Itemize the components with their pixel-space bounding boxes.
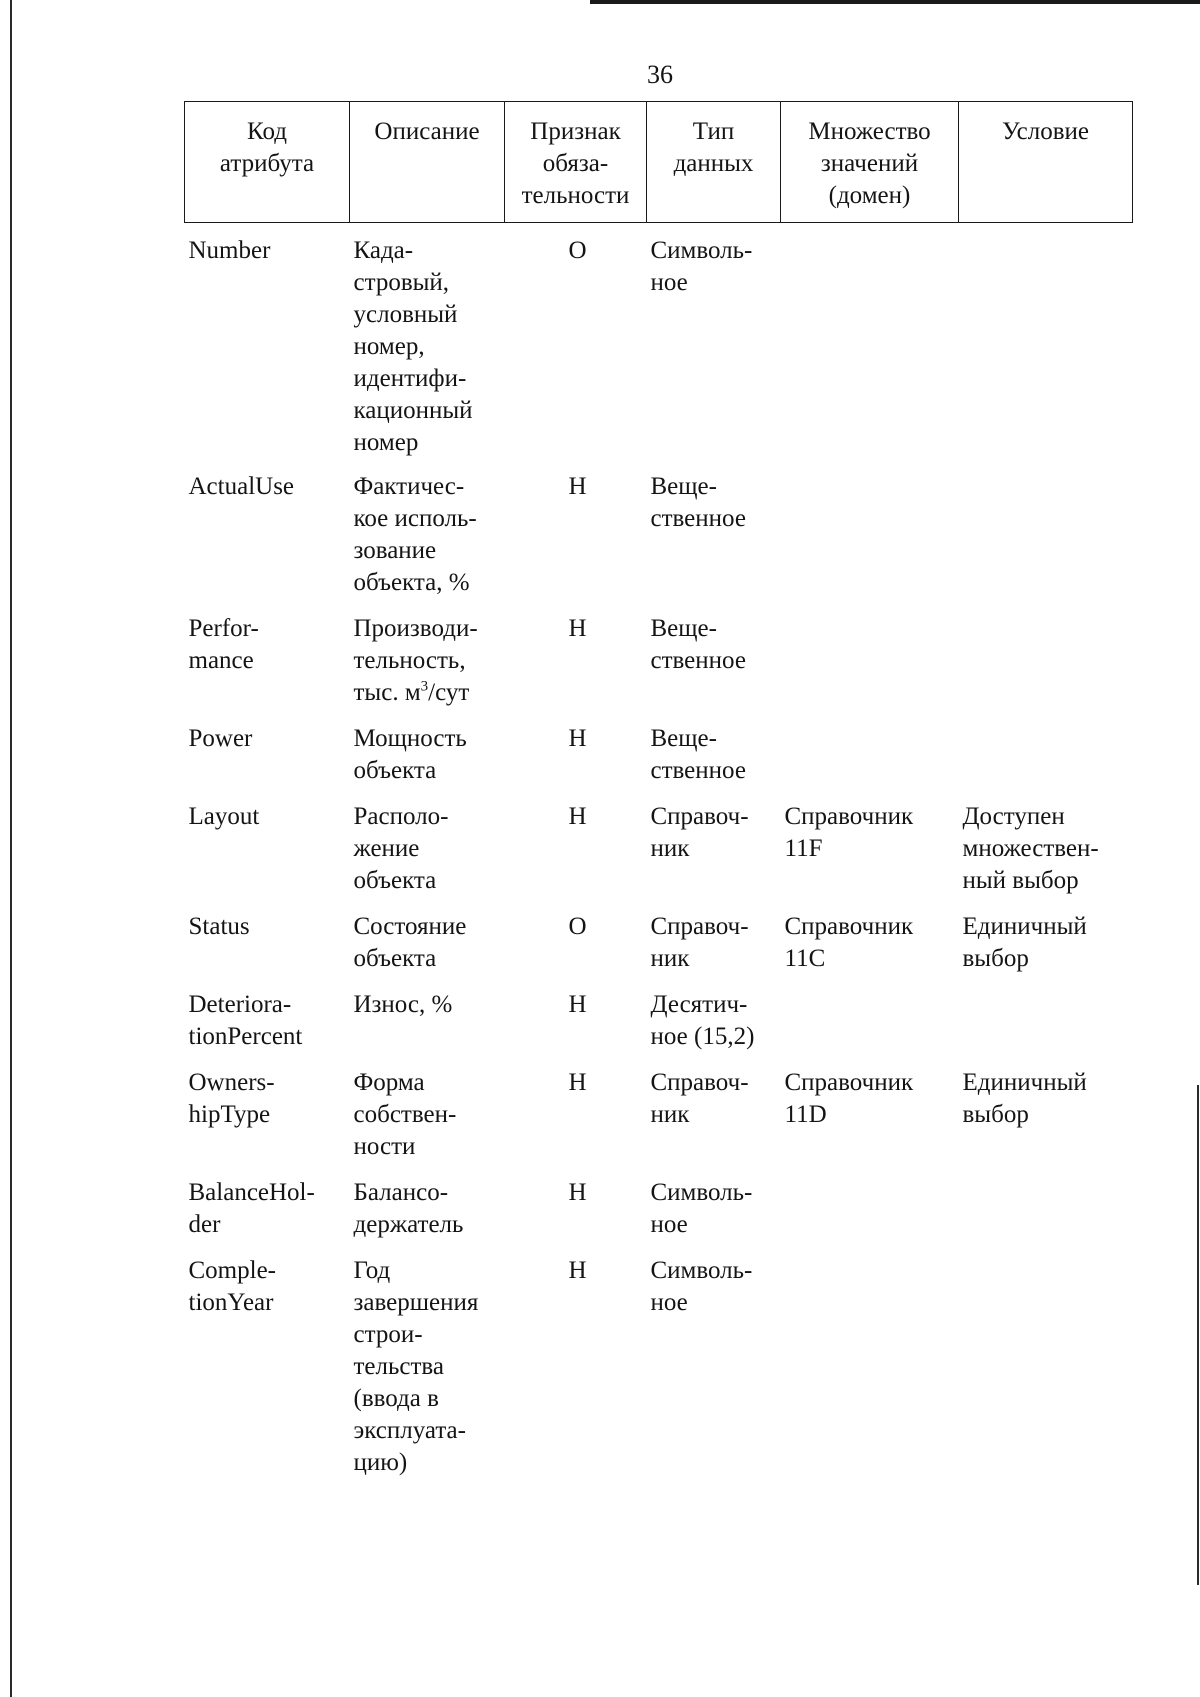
cell-condition — [959, 235, 1133, 459]
scan-edge-top — [590, 0, 1200, 4]
cell-code: ActualUse — [188, 473, 295, 500]
table-header-row — [185, 102, 1133, 223]
cell-condition — [959, 1255, 1133, 1479]
cell-domain — [781, 613, 959, 709]
cell-code: Power — [188, 725, 253, 752]
header-value-domain: Множество значений (домен) — [781, 102, 959, 223]
cell-condition: Единичный выбор — [962, 1069, 1087, 1128]
cell-condition — [959, 989, 1133, 1053]
cell-condition: Доступен множествен- ный выбор — [962, 803, 1099, 894]
header-condition: Условие — [959, 102, 1133, 223]
table-row — [185, 1067, 1133, 1163]
cell-condition — [959, 613, 1133, 709]
table-row — [185, 1177, 1133, 1241]
cell-condition: Единичный выбор — [962, 913, 1087, 972]
cell-description: Год завершения строи- тельства (ввода в эксплуата- цию) — [353, 1257, 479, 1476]
cell-domain: Справочник 11F — [784, 803, 914, 862]
cell-type: Символь- ное — [650, 237, 753, 296]
cell-domain — [781, 1177, 959, 1241]
cell-description: Состояние объекта — [353, 913, 467, 972]
cell-domain — [781, 989, 959, 1053]
cell-code: Perfor- mance — [188, 615, 259, 674]
cell-required: Н — [568, 473, 587, 500]
cell-code: BalanceHol- der — [188, 1179, 315, 1238]
cell-required: О — [568, 913, 587, 940]
cell-required: Н — [568, 803, 587, 830]
cell-domain: Справочник 11C — [784, 913, 914, 972]
cell-type: Символь- ное — [650, 1257, 753, 1316]
cell-code: Number — [188, 237, 271, 264]
cell-type: Веще- ственное — [650, 725, 746, 784]
cell-description: Располо- жение объекта — [353, 803, 449, 894]
cell-required: Н — [568, 1257, 587, 1284]
cell-description: Балансо- держатель — [353, 1179, 464, 1238]
scan-edge-right — [1197, 1085, 1199, 1585]
cell-required: Н — [568, 1179, 587, 1206]
cell-description: Износ, % — [353, 991, 453, 1018]
cell-code: Deteriora- tionPercent — [188, 991, 303, 1050]
cell-type: Веще- ственное — [650, 473, 746, 532]
cell-type: Символь- ное — [650, 1179, 753, 1238]
cell-domain — [781, 723, 959, 787]
cell-condition — [959, 1177, 1133, 1241]
header-description: Описание — [350, 102, 505, 223]
cell-condition — [959, 471, 1133, 599]
table-row — [185, 989, 1133, 1053]
cell-required: Н — [568, 991, 587, 1018]
cell-description: Форма собствен- ности — [353, 1069, 457, 1160]
cell-code: Owners- hipType — [188, 1069, 275, 1128]
cell-code: Comple- tionYear — [188, 1257, 276, 1316]
cell-required: Н — [568, 725, 587, 752]
cell-type: Справоч- ник — [650, 913, 749, 972]
cell-domain — [781, 471, 959, 599]
table-row — [185, 911, 1133, 975]
cell-code: Status — [188, 913, 250, 940]
header-required-flag: Признак обяза- тельности — [505, 102, 647, 223]
cell-required: О — [568, 237, 587, 264]
table-row — [185, 471, 1133, 599]
cell-description: Када- стровый, условный номер, идентифи- кационный номер — [353, 237, 473, 456]
header-attribute-code: Код атрибута — [185, 102, 350, 223]
page-number: 36 — [647, 60, 673, 89]
table-row — [185, 1255, 1133, 1479]
scan-edge-left — [10, 0, 12, 1697]
cell-type: Справоч- ник — [650, 803, 749, 862]
table-row — [185, 235, 1133, 459]
cell-domain — [781, 1255, 959, 1479]
cell-required: Н — [568, 615, 587, 642]
description-unit-suffix: /сут — [428, 679, 470, 706]
cell-condition — [959, 723, 1133, 787]
header-data-type: Тип данных — [647, 102, 781, 223]
attribute-table — [184, 101, 1133, 1479]
cell-domain — [781, 235, 959, 459]
table-row — [185, 723, 1133, 787]
cell-type: Веще- ственное — [650, 615, 746, 674]
superscript-exponent: 3 — [420, 678, 429, 695]
cell-required: Н — [568, 1069, 587, 1096]
cell-type: Справоч- ник — [650, 1069, 749, 1128]
cell-description — [350, 613, 505, 709]
cell-description: Мощность объекта — [353, 725, 467, 784]
description-text: Производи- тельность, тыс. м — [353, 615, 478, 706]
cell-type: Десятич- ное (15,2) — [650, 991, 755, 1050]
table-row — [185, 801, 1133, 897]
cell-code: Layout — [188, 803, 260, 830]
cell-description: Фактичес- кое исполь- зование объекта, % — [353, 473, 477, 596]
table-row — [185, 613, 1133, 709]
cell-domain: Справочник 11D — [784, 1069, 914, 1128]
